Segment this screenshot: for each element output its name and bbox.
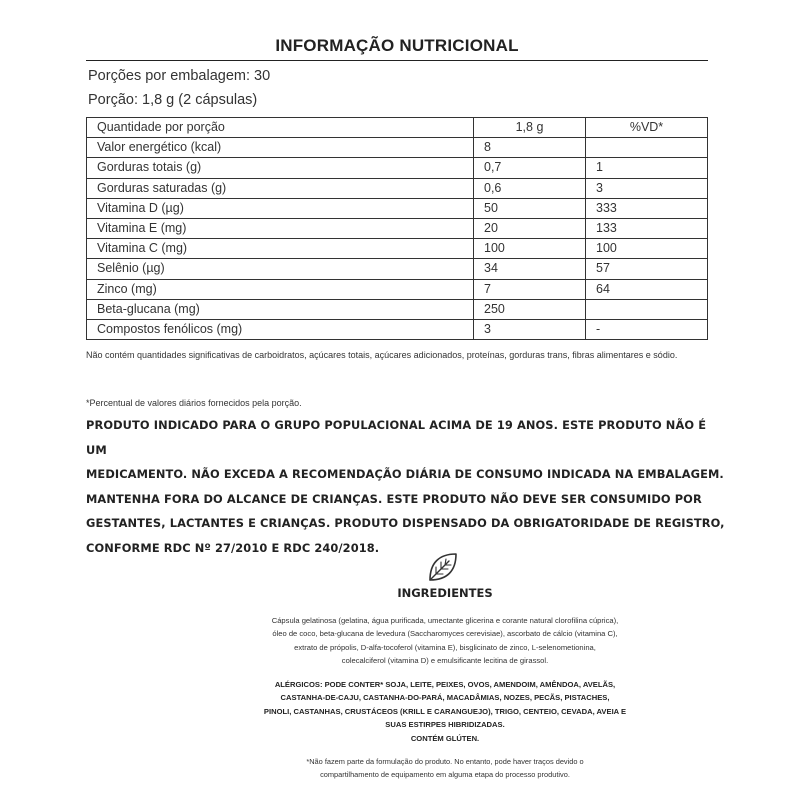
nutrient-amount: 8	[474, 138, 586, 158]
nutrient-amount: 250	[474, 299, 586, 319]
warning-line: CONFORME RDC Nº 27/2010 E RDC 240/2018.	[86, 540, 380, 555]
table-row	[87, 319, 708, 339]
ingredients-line: óleo de coco, beta-glucana de levedura (Saccharomyces cerevisiae), ascorbato de cálcio (vitamina C),	[272, 629, 618, 639]
nutrient-name: Vitamina D (µg)	[87, 198, 474, 218]
allergens-line: PINOLI, CASTANHAS, CRUSTÁCEOS (KRILL E CARANGUEJO), TRIGO, CENTEIO, CEVADA, AVEIA E	[263, 706, 627, 716]
nutrient-name: Vitamina C (mg)	[87, 239, 474, 259]
footnote-line: compartilhamento de equipamento em alguma etapa do processo produtivo.	[320, 770, 570, 779]
nutrient-dv: 3	[586, 178, 708, 198]
footnote-line: *Não fazem parte da formulação do produto. No entanto, pode haver traços devido o	[306, 757, 584, 766]
header-daily-value: %VD*	[586, 118, 708, 138]
serving-size: Porção: 1,8 g (2 cápsulas)	[88, 92, 258, 108]
nutrition-table	[86, 117, 708, 340]
nutrient-name: Gorduras saturadas (g)	[87, 178, 474, 198]
nutrient-amount: 50	[474, 198, 586, 218]
nutrient-dv	[586, 299, 708, 319]
nutrient-amount: 100	[474, 239, 586, 259]
nutrient-dv: 133	[586, 218, 708, 238]
table-row	[87, 259, 708, 279]
warning-line: MEDICAMENTO. NÃO EXCEDA A RECOMENDAÇÃO DIÁRIA DE CONSUMO INDICADA NA EMBALAGEM.	[86, 467, 724, 481]
nutrient-dv: 333	[586, 198, 708, 218]
nutrient-dv: 64	[586, 279, 708, 299]
table-row	[87, 158, 708, 178]
nutrient-amount: 0,7	[474, 158, 586, 178]
nutrient-dv	[586, 138, 708, 158]
warning-line: GESTANTES, LACTANTES E CRIANÇAS. PRODUTO DISPENSADO DA OBRIGATORIDADE DE REGISTRO,	[86, 516, 725, 530]
table-row	[87, 299, 708, 319]
table-header-row	[87, 118, 708, 138]
warning-line: PRODUTO INDICADO PARA O GRUPO POPULACIONAL ACIMA DE 19 ANOS. ESTE PRODUTO NÃO É UM	[86, 418, 707, 457]
ingredients-line: Cápsula gelatinosa (gelatina, água purificada, umectante glicerina e corante natural clorofilina cúprica),	[271, 616, 619, 625]
nutrient-amount: 3	[474, 319, 586, 339]
header-portion: 1,8 g	[474, 118, 586, 138]
percent-daily-value-note: *Percentual de valores diários fornecidos pela porção.	[86, 398, 302, 408]
nutrient-amount: 34	[474, 259, 586, 279]
nutrient-amount: 7	[474, 279, 586, 299]
header-quantity: Quantidade por porção	[87, 118, 474, 138]
table-row	[87, 138, 708, 158]
table-row	[87, 239, 708, 259]
title-divider	[86, 60, 708, 61]
servings-per-package: Porções por embalagem: 30	[88, 68, 271, 84]
ingredients-line: colecalciferol (vitamina D) e emulsificante lecitina de girassol.	[341, 656, 549, 666]
allergens-block	[200, 678, 690, 745]
nutrient-dv: -	[586, 319, 708, 339]
table-row	[87, 218, 708, 238]
nutrient-amount: 0,6	[474, 178, 586, 198]
warning-line: MANTENHA FORA DO ALCANCE DE CRIANÇAS. ESTE PRODUTO NÃO DEVE SER CONSUMIDO POR	[86, 491, 702, 506]
nutrient-name: Vitamina E (mg)	[87, 218, 474, 238]
table-row	[87, 279, 708, 299]
ingredients-title: INGREDIENTES	[397, 586, 493, 600]
allergens-line: SUAS ESTIRPES HIBRIDIZADAS.	[385, 720, 505, 730]
nutrient-name: Valor energético (kcal)	[87, 138, 474, 158]
allergens-line: ALÉRGICOS: PODE CONTER* SOJA, LEITE, PEIXES, OVOS, AMENDOIM, AMÊNDOA, AVELÃS,	[274, 680, 616, 689]
nutrient-amount: 20	[474, 218, 586, 238]
page-title: INFORMAÇÃO NUTRICIONAL	[275, 36, 519, 55]
nutrient-name: Compostos fenólicos (mg)	[87, 319, 474, 339]
nutrient-name: Gorduras totais (g)	[87, 158, 474, 178]
warning-text	[86, 413, 726, 560]
nutrient-name: Zinco (mg)	[87, 279, 474, 299]
not-significant-note: Não contém quantidades significativas de carboidratos, açúcares totais, açúcares adicionados, proteínas, gorduras trans, fibras alimentares e sódio.	[86, 350, 678, 360]
table-row	[87, 198, 708, 218]
table-row	[87, 178, 708, 198]
ingredients-line: extrato de própolis, D-alfa-tocoferol (vitamina E), bisglicinato de zinco, L-selenometionina,	[294, 642, 596, 652]
nutrient-dv: 57	[586, 259, 708, 279]
allergens-footnote	[230, 755, 660, 781]
nutrient-dv: 100	[586, 239, 708, 259]
nutrient-name: Selênio (µg)	[87, 259, 474, 279]
allergens-line: CONTÉM GLÚTEN.	[410, 733, 480, 743]
nutrient-name: Beta-glucana (mg)	[87, 299, 474, 319]
leaf-icon	[425, 549, 461, 585]
ingredients-list	[200, 614, 690, 668]
nutrient-dv: 1	[586, 158, 708, 178]
allergens-line: CASTANHA-DE-CAJU, CASTANHA-DO-PARÁ, MACADÂMIAS, NOZES, PECÃS, PISTACHES,	[280, 693, 610, 703]
